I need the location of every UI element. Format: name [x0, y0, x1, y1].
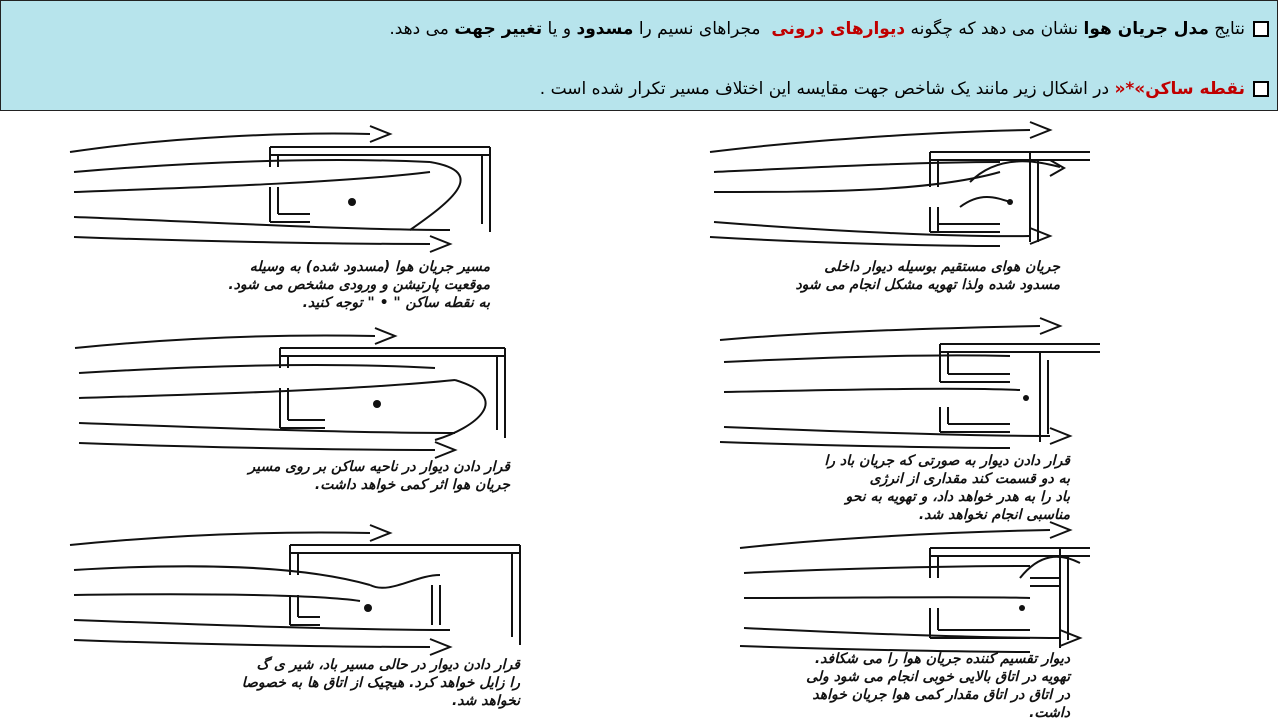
caption-top-left: [120, 258, 490, 312]
text-segment: در اشکال زیر مانند یک شاخص جهت مقایسه این اختلاف مسیر تکرار شده است .: [539, 79, 1115, 99]
airflow-diagram-top-right: [700, 112, 1080, 252]
bullet-2-text: [540, 79, 1245, 99]
checkbox-bullet-icon: [1253, 21, 1269, 37]
caption-line: قرار دادن دیوار در حالی مسیر باد، شیر ی گ: [256, 657, 520, 673]
caption-line: داشت.: [1029, 705, 1070, 721]
caption-mid-right: [770, 452, 1070, 524]
caption-line: مناسبی انجام نخواهد شد.: [918, 507, 1070, 523]
caption-line: جریان هوای مستقیم بوسیله دیوار داخلی: [824, 259, 1060, 275]
bullet-line-2: [540, 79, 1269, 99]
caption-bottom-left: [0, 656, 520, 710]
text-segment: می دهد.: [389, 19, 455, 39]
caption-line: قرار دادن دیوار به صورتی که جریان باد را: [824, 453, 1070, 469]
caption-line: به دو قسمت کند مقداری از انرژی: [869, 471, 1070, 487]
text-segment: و یا: [542, 19, 577, 39]
caption-line: قرار دادن دیوار در ناحیه ساکن بر روی مسیر: [248, 459, 510, 475]
text-segment-bold: مسدود: [576, 19, 634, 39]
bullet-line-1: [389, 19, 1269, 39]
text-segment-red: نقطه ساکن: [1145, 79, 1245, 99]
caption-line: به نقطه ساکن " • " توجه کنید.: [302, 295, 490, 311]
caption-top-right: [760, 258, 1060, 294]
header-box: [0, 0, 1278, 111]
caption-line: تهویه در اتاق بالایی خوبی انجام می شود ولی: [806, 669, 1070, 685]
airflow-diagram-bottom-left: [70, 515, 540, 655]
caption-line: در اتاق در اتاق مقدار کمی هوا جریان خواهد: [812, 687, 1070, 703]
stagnation-point: [373, 400, 381, 408]
text-segment: نشان می دهد که چگونه: [905, 19, 1084, 39]
caption-line: باد را به هدر خواهد داد، و تهویه به نحو: [845, 489, 1070, 505]
checkbox-bullet-icon: [1253, 81, 1269, 97]
text-segment-red: »*«: [1114, 79, 1146, 99]
stagnation-point: [1007, 199, 1013, 205]
caption-line: مسیر جریان هوا (مسدود شده) به وسیله: [249, 259, 490, 275]
stagnation-point: [1019, 605, 1025, 611]
text-segment-red: دیوارهای درونی: [771, 19, 906, 39]
caption-mid-left: [40, 458, 510, 494]
stagnation-point: [348, 198, 356, 206]
stagnation-point: [1023, 395, 1029, 401]
caption-line: نخواهد شد.: [451, 693, 520, 709]
airflow-diagram-bottom-right: [730, 518, 1110, 658]
caption-line: موقعیت پارتیشن و ورودی مشخص می شود.: [228, 277, 490, 293]
text-segment-bold: تغییر جهت: [454, 19, 543, 39]
caption-line: دیوار تقسیم کننده جریان هوا را می شکافد.: [814, 651, 1070, 667]
bullet-1-text: [389, 19, 1245, 39]
text-segment: نتایج: [1208, 19, 1245, 39]
airflow-diagram-top-left: [70, 112, 510, 252]
text-segment-bold: مدل جریان هوا: [1083, 19, 1209, 39]
airflow-diagram-mid-left: [75, 318, 515, 458]
caption-line: را زایل خواهد کرد. هیچیک از اتاق ها به خصوصا: [241, 675, 520, 691]
caption-line: جریان هوا اثر کمی خواهد داشت.: [314, 477, 510, 493]
text-segment: مجراهای نسیم را: [633, 19, 772, 39]
airflow-diagram-mid-right: [710, 312, 1110, 452]
caption-line: مسدود شده ولذا تهویه مشکل انجام می شود: [795, 277, 1060, 293]
caption-bottom-right: [770, 650, 1070, 722]
stagnation-point: [364, 604, 372, 612]
